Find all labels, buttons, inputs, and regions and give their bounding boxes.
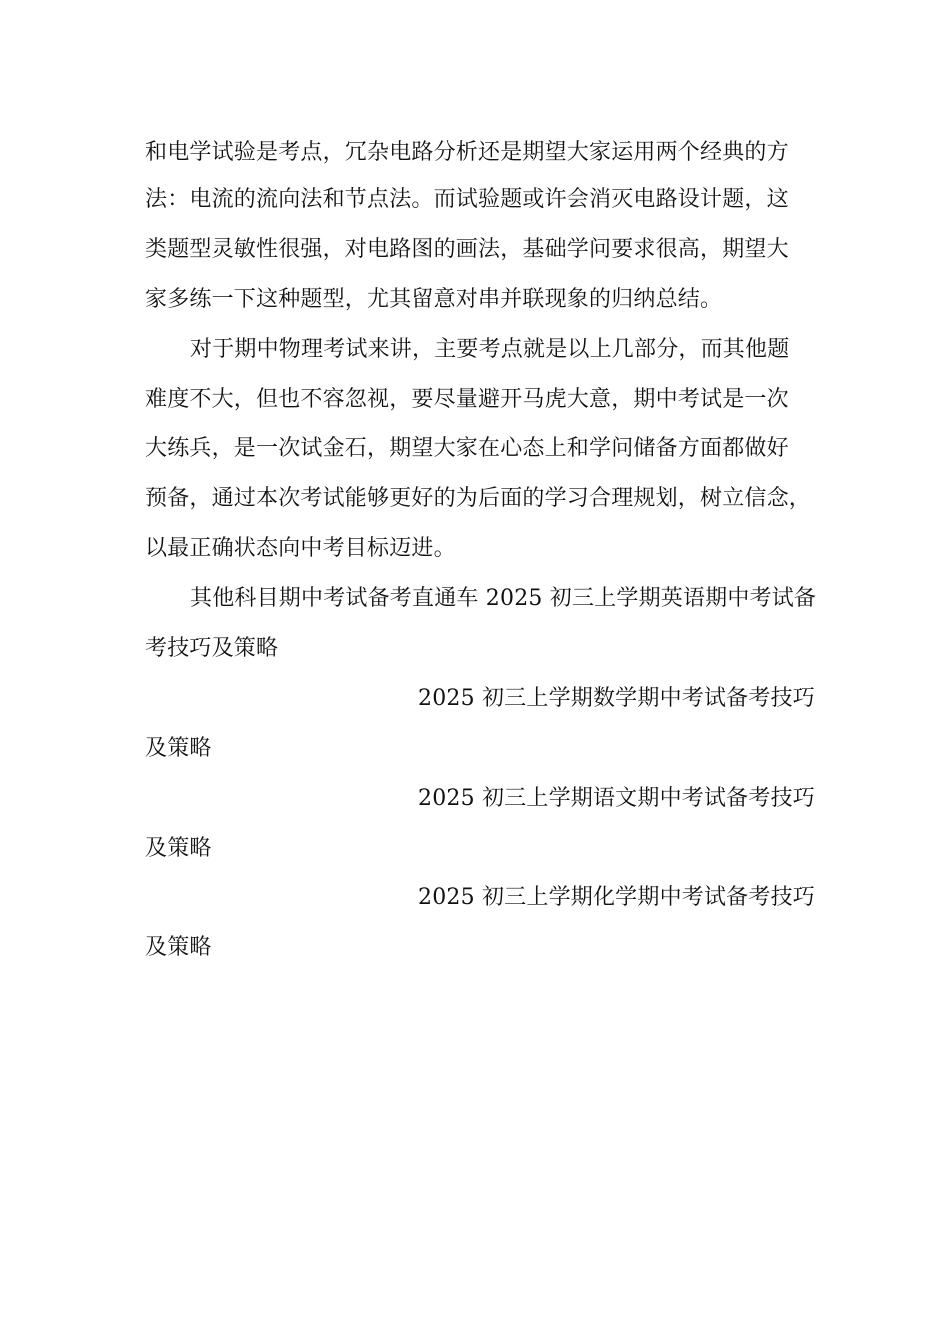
paragraph-line: 大练兵，是一次试金石，期望大家在心态上和学问储备方面都做好 [145, 436, 789, 461]
paragraph-line: 以最正确状态向中考目标迈进。 [145, 536, 456, 561]
related-intro-line: 考技巧及策略 [145, 636, 279, 661]
paragraph-line: 法：电流的流向法和节点法。而试验题或许会消灭电路设计题，这 [145, 187, 789, 212]
related-link-title[interactable]: 2025 初三上学期语文期中考试备考技巧 [418, 786, 815, 811]
related-link-title[interactable]: 及策略 [145, 736, 212, 761]
related-link-title[interactable]: 2025 初三上学期数学期中考试备考技巧 [418, 686, 815, 711]
related-link-title[interactable]: 2025 初三上学期化学期中考试备考技巧 [418, 885, 815, 910]
paragraph-line: 和电学试验是考点，冗杂电路分析还是期望大家运用两个经典的方 [145, 140, 789, 165]
paragraph-line: 家多练一下这种题型，尤其留意对串并联现象的归纳总结。 [145, 287, 723, 312]
paragraph-line: 难度不大，但也不容忽视，要尽量避开马虎大意，期中考试是一次 [145, 387, 789, 412]
related-link-title[interactable]: 及策略 [145, 836, 212, 861]
related-link-title[interactable]: 及策略 [145, 935, 212, 960]
paragraph-line: 预备，通过本次考试能够更好的为后面的学习合理规划，树立信念， [145, 486, 812, 511]
paragraph-line: 对于期中物理考试来讲，主要考点就是以上几部分，而其他题 [190, 337, 790, 362]
related-intro-line: 其他科目期中考试备考直通车 2025 初三上学期英语期中考试备 [190, 586, 817, 611]
paragraph-line: 类题型灵敏性很强，对电路图的画法，基础学问要求很高，期望大 [145, 237, 789, 262]
